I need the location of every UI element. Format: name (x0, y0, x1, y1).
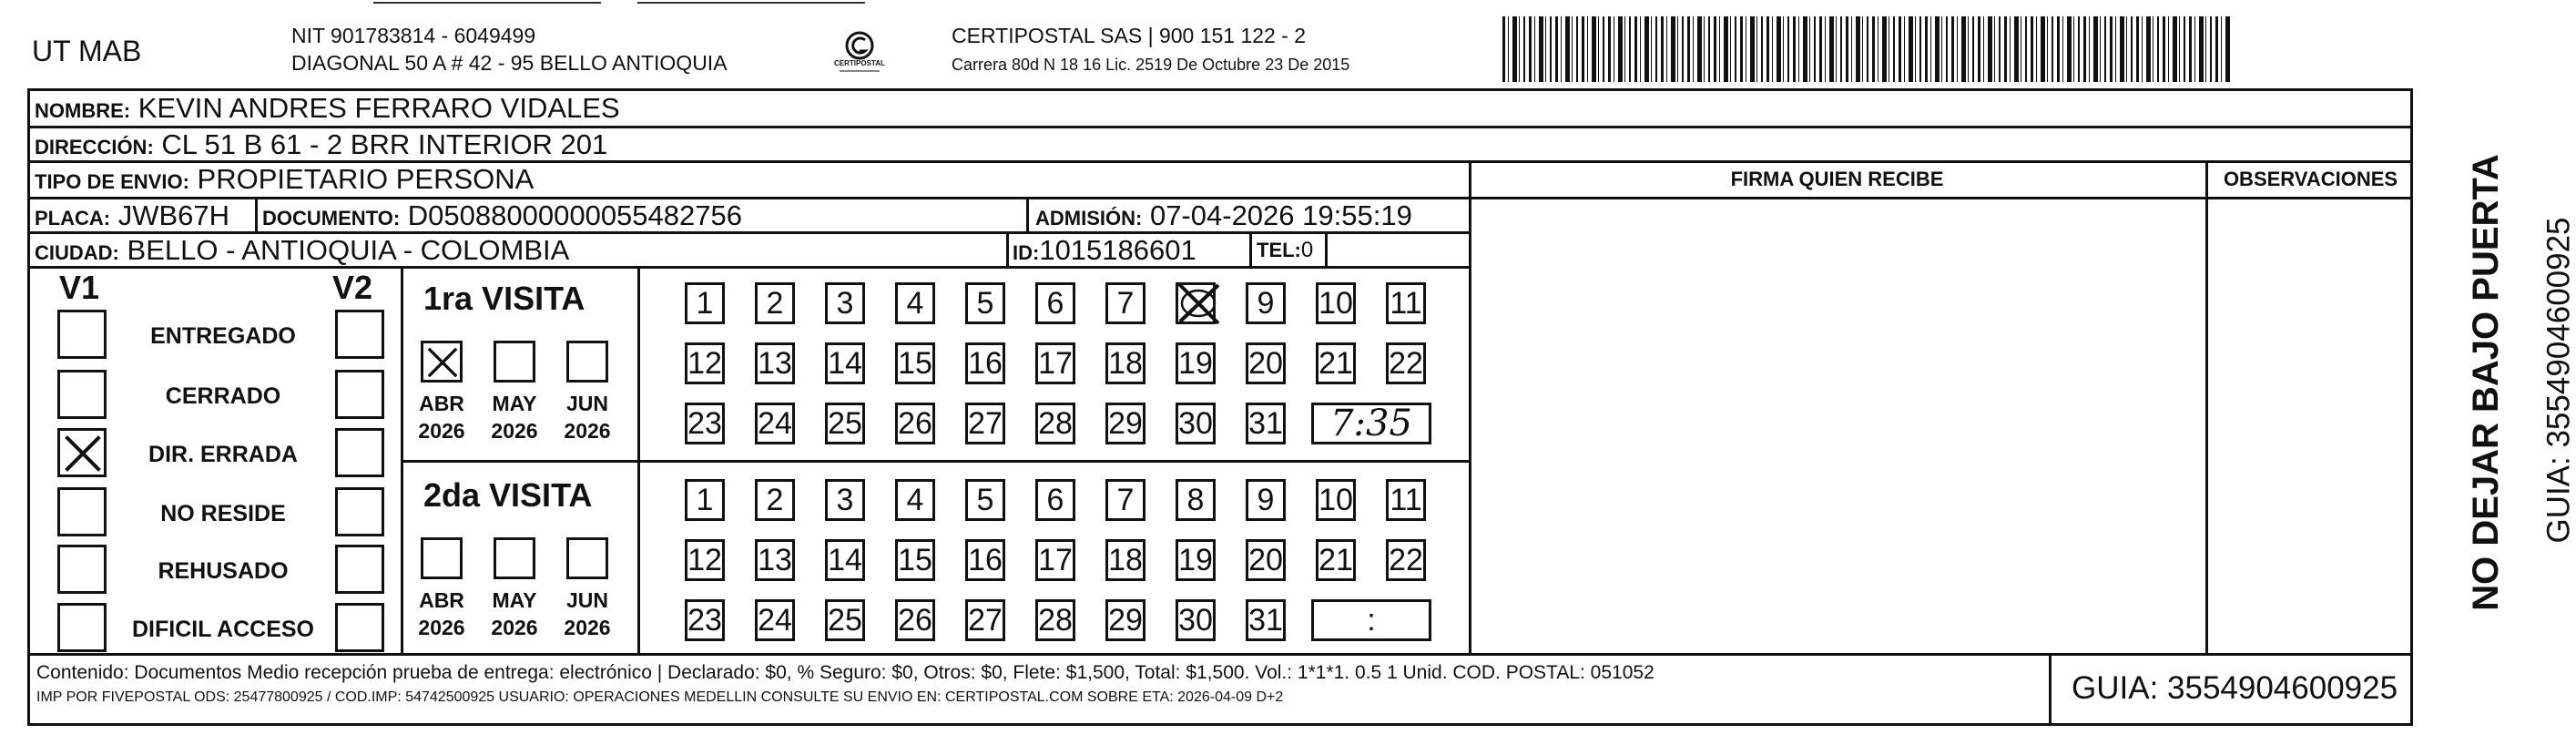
day-number: 1 (696, 482, 714, 517)
day-number: 11 (1390, 285, 1422, 321)
id-value: 1015186601 (1039, 234, 1196, 266)
day-number: 9 (1257, 482, 1275, 517)
day-checkbox[interactable] (1176, 403, 1216, 444)
v1-checkbox[interactable] (57, 310, 107, 359)
day-checkbox[interactable] (755, 599, 795, 641)
day-number: 20 (1248, 345, 1283, 381)
firma-header: FIRMA QUIEN RECIBE (1730, 168, 1944, 190)
day-number: 4 (906, 482, 924, 517)
observaciones-area[interactable] (2208, 199, 2413, 653)
day-number: 16 (968, 345, 1003, 381)
day-number: 22 (1389, 542, 1423, 577)
day-checkbox[interactable] (1316, 479, 1356, 521)
month-label: MAY (492, 588, 537, 612)
day-checkbox[interactable] (1246, 539, 1286, 581)
day-checkbox[interactable] (1035, 282, 1075, 324)
v2-checkbox[interactable] (335, 428, 384, 477)
visit-title: 2da VISITA (423, 476, 593, 514)
day-checkbox[interactable] (1176, 342, 1216, 384)
day-number: 3 (836, 482, 854, 517)
year-label: 2026 (491, 616, 538, 639)
observaciones-header: OBSERVACIONES (2223, 168, 2398, 190)
month-checkbox[interactable] (566, 537, 608, 579)
day-checkbox[interactable] (825, 599, 865, 641)
day-number: 15 (898, 345, 932, 381)
month-checkbox[interactable] (494, 537, 535, 579)
day-checkbox[interactable] (965, 282, 1005, 324)
day-number: 21 (1319, 345, 1353, 381)
nombre-value: KEVIN ANDRES FERRARO VIDALES (137, 92, 620, 124)
day-checkbox[interactable] (1316, 342, 1356, 384)
day-number: 13 (758, 542, 792, 577)
day-number: 28 (1038, 602, 1073, 638)
footer-imp: IMP POR FIVEPOSTAL ODS: 25477800925 / COD.IMP: 54742500925 USUARIO: OPERACIONES MEDELLIN CONSULTE SU ENVIO EN: CERTIPOSTAL.COM SOBRE ETA: 2026-04-09 D+2 (36, 689, 1284, 705)
day-number: 25 (828, 405, 862, 441)
footer-contenido: Contenido: Documentos Medio recepción prueba de entrega: electrónico | Declarado: $0, % Seguro: $0, Otros: $0, Flete: $1,500, Total: $1,500. Vol.: 1*1*1. 0.5 1 Unid. COD. POSTAL: 051052 (36, 662, 1655, 683)
day-checkbox[interactable] (1246, 342, 1286, 384)
day-checkbox[interactable] (1035, 599, 1075, 641)
v1-checkbox[interactable] (57, 370, 107, 419)
day-number: 22 (1389, 345, 1423, 381)
day-checkbox[interactable] (1386, 479, 1426, 521)
row-divider (27, 266, 1469, 269)
col-divider (1325, 231, 1328, 266)
direccion-row (35, 130, 607, 158)
day-number: 16 (968, 542, 1003, 577)
day-number: 24 (758, 405, 792, 441)
day-number: 21 (1319, 542, 1353, 577)
day-number: 15 (898, 542, 932, 577)
day-checkbox[interactable] (1246, 403, 1286, 444)
day-number: 27 (968, 405, 1003, 441)
status-option-label: REHUSADO (158, 558, 289, 584)
status-option-label: DIFICIL ACCESO (131, 617, 314, 642)
side-panel (2422, 91, 2576, 729)
day-number: 10 (1319, 482, 1353, 517)
day-number: 19 (1178, 345, 1213, 381)
placa-label: PLACA: (35, 207, 111, 230)
day-number: 6 (1046, 482, 1064, 517)
month-label: MAY (492, 392, 537, 415)
month-checkbox[interactable] (566, 341, 608, 383)
tel-label: TEL: (1257, 239, 1301, 261)
day-checkbox[interactable] (1035, 403, 1075, 444)
day-number: 30 (1178, 405, 1213, 441)
month-label: ABR (419, 392, 464, 415)
col-divider (1249, 231, 1252, 266)
carrier-name: CERTIPOSTAL SAS | 900 151 122 - 2 (952, 24, 1307, 47)
carrier-license: Carrera 80d N 18 16 Lic. 2519 De Octubre 23 De 2015 (952, 56, 1350, 74)
day-checkbox[interactable] (685, 479, 725, 521)
row-divider (401, 460, 1469, 463)
day-checkbox[interactable] (895, 479, 935, 521)
day-number: 12 (687, 345, 722, 381)
day-number: 17 (1038, 345, 1073, 381)
visit-title: 1ra VISITA (423, 280, 585, 317)
status-option-label: ENTREGADO (150, 323, 296, 349)
day-number: 29 (1108, 602, 1143, 638)
day-checkbox[interactable] (755, 342, 795, 384)
day-number: 14 (828, 345, 862, 381)
day-checkbox[interactable] (1105, 599, 1145, 641)
v2-checkbox[interactable] (335, 545, 384, 594)
day-number: 17 (1038, 542, 1073, 577)
col-divider (1026, 197, 1029, 231)
id-row (1013, 236, 1196, 264)
month-checkbox[interactable] (494, 341, 535, 383)
day-number: 7 (1116, 285, 1135, 321)
day-number: 5 (976, 285, 994, 321)
signature-area[interactable] (1471, 199, 2205, 653)
day-checkbox[interactable] (1176, 539, 1216, 581)
barcode (1502, 16, 2231, 82)
status-option-label: NO RESIDE (160, 501, 286, 526)
month-label: JUN (565, 392, 608, 415)
day-number: 9 (1257, 285, 1275, 321)
day-number: 26 (898, 602, 932, 638)
day-checkbox[interactable] (685, 599, 725, 641)
time-field[interactable] (1311, 599, 1431, 641)
footer-guia: GUIA: 3554904600925 (2072, 670, 2398, 706)
day-checkbox[interactable] (1105, 282, 1145, 324)
day-checkbox[interactable] (1316, 539, 1356, 581)
ciudad-label: CIUDAD: (35, 241, 119, 264)
direccion-value: CL 51 B 61 - 2 BRR INTERIOR 201 (161, 128, 608, 160)
day-checkbox[interactable] (685, 282, 725, 324)
day-checkbox[interactable] (1176, 479, 1216, 521)
day-number: 31 (1248, 602, 1283, 638)
day-number: 11 (1390, 482, 1422, 517)
nit: NIT 901783814 - 6049499 (291, 24, 536, 47)
month-label: ABR (419, 588, 464, 612)
v2-checkbox[interactable] (335, 370, 384, 419)
documento-label: DOCUMENTO: (262, 207, 401, 230)
day-checkbox[interactable] (965, 539, 1005, 581)
day-checkbox[interactable] (1105, 479, 1145, 521)
day-number: 3 (836, 285, 854, 321)
tel-value: 0 (1300, 238, 1314, 262)
company-name: UT MAB (32, 35, 142, 67)
tel-row (1257, 240, 1313, 261)
col-divider (1006, 231, 1009, 266)
day-number: 13 (758, 345, 792, 381)
documento-value: D05088000000055482756 (407, 199, 742, 231)
day-checkbox[interactable] (895, 599, 935, 641)
day-checkbox[interactable] (1176, 282, 1216, 324)
logo-text: CERTIPOSTAL (834, 59, 885, 67)
day-checkbox[interactable] (895, 342, 935, 384)
day-number: 18 (1108, 542, 1143, 577)
v1-checkbox[interactable] (57, 545, 107, 594)
v2-checkbox[interactable] (335, 487, 384, 536)
v2-checkbox[interactable] (335, 310, 384, 359)
day-number: 19 (1178, 542, 1213, 577)
day-checkbox[interactable] (825, 539, 865, 581)
admision-row (1035, 201, 1412, 230)
day-number: 24 (758, 602, 792, 638)
day-checkbox[interactable] (755, 539, 795, 581)
day-number: 23 (687, 405, 722, 441)
day-checkbox[interactable] (825, 282, 865, 324)
nombre-row (35, 94, 620, 122)
day-number: 23 (687, 602, 722, 638)
day-checkbox[interactable] (1246, 282, 1286, 324)
day-checkbox[interactable] (1035, 479, 1075, 521)
day-number: 25 (828, 602, 862, 638)
col-divider (255, 197, 258, 231)
certipostal-logo (834, 27, 885, 78)
day-number: 27 (968, 602, 1003, 638)
day-number: 10 (1319, 285, 1353, 321)
ciudad-row (35, 236, 569, 264)
top-rule (373, 2, 601, 4)
col-divider (2049, 653, 2052, 726)
day-checkbox[interactable] (1246, 599, 1286, 641)
side-title: NO DEJAR BAJO PUERTA (2466, 154, 2506, 611)
id-label: ID: (1013, 241, 1040, 264)
direccion-label: DIRECCIÓN: (35, 136, 154, 158)
top-rule (637, 2, 865, 4)
placa-row (35, 201, 229, 230)
day-number: 14 (828, 542, 862, 577)
day-number: 29 (1108, 405, 1143, 441)
day-checkbox[interactable] (895, 282, 935, 324)
day-number: 8 (1186, 482, 1205, 517)
v1-checkbox[interactable] (57, 428, 107, 477)
year-label: 2026 (418, 616, 465, 639)
time-field[interactable] (1311, 403, 1431, 444)
month-checkbox[interactable] (421, 341, 463, 383)
day-checkbox[interactable] (1035, 342, 1075, 384)
nombre-label: NOMBRE: (35, 99, 131, 122)
month-checkbox[interactable] (421, 537, 463, 579)
day-checkbox[interactable] (1316, 282, 1356, 324)
year-label: 2026 (491, 419, 538, 443)
v1-checkbox[interactable] (57, 487, 107, 536)
admision-value: 07-04-2026 19:55:19 (1149, 199, 1412, 231)
admision-label: ADMISIÓN: (1035, 207, 1143, 230)
company-address: DIAGONAL 50 A # 42 - 95 BELLO ANTIOQUIA (291, 51, 728, 75)
day-number: 2 (766, 285, 784, 321)
day-checkbox[interactable] (1176, 599, 1216, 641)
v2-checkbox[interactable] (335, 603, 384, 652)
day-number: 18 (1108, 345, 1143, 381)
year-label: 2026 (564, 616, 611, 639)
day-checkbox[interactable] (825, 403, 865, 444)
day-checkbox[interactable] (895, 403, 935, 444)
day-checkbox[interactable] (755, 479, 795, 521)
day-checkbox[interactable] (685, 403, 725, 444)
tipo-label: TIPO DE ENVIO: (35, 170, 189, 193)
v1-checkbox[interactable] (57, 603, 107, 652)
day-number: 30 (1178, 602, 1213, 638)
day-checkbox[interactable] (1105, 539, 1145, 581)
row-divider (27, 653, 2413, 656)
month-label: JUN (565, 588, 608, 612)
day-checkbox[interactable] (755, 282, 795, 324)
day-checkbox[interactable] (965, 403, 1005, 444)
tipo-value: PROPIETARIO PERSONA (197, 163, 535, 195)
day-checkbox[interactable] (965, 342, 1005, 384)
time-value: : (1367, 602, 1376, 638)
day-checkbox[interactable] (685, 539, 725, 581)
year-label: 2026 (418, 419, 465, 443)
day-checkbox[interactable] (1105, 403, 1145, 444)
day-number: 4 (906, 285, 924, 321)
day-number: 5 (976, 482, 994, 517)
day-checkbox[interactable] (685, 342, 725, 384)
day-checkbox[interactable] (1386, 539, 1426, 581)
documento-row (262, 201, 742, 230)
day-checkbox[interactable] (1105, 342, 1145, 384)
placa-value: JWB67H (117, 199, 230, 231)
day-checkbox[interactable] (1386, 342, 1426, 384)
tipo-row (35, 165, 534, 193)
day-checkbox[interactable] (825, 342, 865, 384)
day-number: 7 (1116, 482, 1135, 517)
status-option-label: DIR. ERRADA (148, 442, 298, 467)
day-checkbox[interactable] (825, 479, 865, 521)
day-checkbox[interactable] (1246, 479, 1286, 521)
day-checkbox[interactable] (1386, 282, 1426, 324)
day-number: 20 (1248, 542, 1283, 577)
day-checkbox[interactable] (755, 403, 795, 444)
day-checkbox[interactable] (965, 599, 1005, 641)
day-number: 2 (766, 482, 784, 517)
v2-label: V2 (332, 269, 373, 306)
ciudad-value: BELLO - ANTIOQUIA - COLOMBIA (127, 234, 570, 266)
day-number: 31 (1248, 405, 1283, 441)
day-checkbox[interactable] (1035, 539, 1075, 581)
day-number: 12 (687, 542, 722, 577)
day-number: 26 (898, 405, 932, 441)
day-checkbox[interactable] (965, 479, 1005, 521)
time-value: 7:35 (1330, 403, 1412, 444)
day-number: 6 (1046, 285, 1064, 321)
year-label: 2026 (564, 419, 611, 443)
day-number: 1 (696, 285, 714, 321)
side-guia: GUIA: 3554904600925 (2540, 217, 2576, 544)
status-option-label: CERRADO (165, 383, 281, 409)
v1-label: V1 (59, 269, 100, 306)
day-number: 28 (1038, 405, 1073, 441)
day-checkbox[interactable] (895, 539, 935, 581)
